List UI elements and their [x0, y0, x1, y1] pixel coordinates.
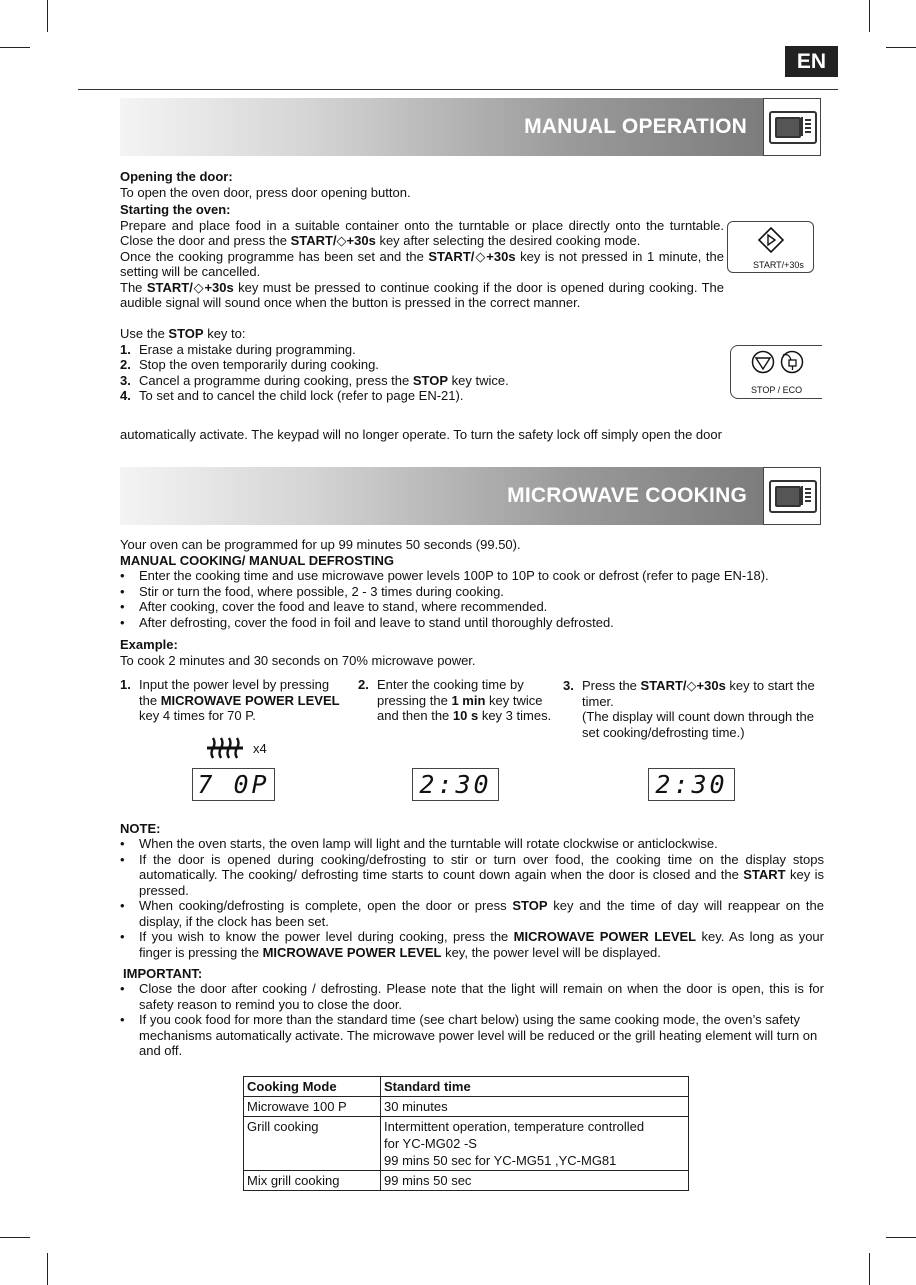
list-item: • Stir or turn the food, where possible, 2 - 3 times during cooking. — [120, 583, 504, 599]
start-paragraph-2: Once the cooking programme has been set and the START/◇+30s key is not pressed in 1 minute, the setting will be cancelled. — [120, 248, 724, 279]
table-header: Cooking Mode — [244, 1077, 381, 1097]
start-diamond-icon: ◇ — [474, 248, 487, 264]
crop-mark — [0, 47, 30, 48]
step-1: 1. Input the power level by pressing the MICROWAVE POWER LEVEL key 4 times for 70 P. — [120, 677, 340, 723]
section-title: MICROWAVE COOKING — [507, 484, 747, 508]
table-cell: Intermittent operation, temperature controlled for YC-MG02 -S 99 mins 50 sec for YC-MG51 ,YC-MG81 — [381, 1117, 689, 1171]
press-count: x4 — [253, 741, 267, 756]
start-key-label: START/+30s — [753, 260, 804, 270]
start-diamond-icon: ◇ — [192, 279, 205, 295]
stop-icon — [751, 350, 775, 374]
standard-time-table — [243, 1076, 689, 1191]
table-cell: 99 mins 50 sec — [381, 1171, 689, 1191]
section-title: MANUAL OPERATION — [524, 115, 747, 139]
display-power-level: 7 0P — [192, 768, 275, 801]
start-diamond-icon — [758, 227, 784, 253]
example-heading: Example: — [120, 637, 178, 652]
display-cooking-time: 2:30 — [412, 768, 499, 801]
crop-mark — [869, 1253, 870, 1285]
start-key-illustration — [727, 221, 814, 273]
section-banner-manual-operation — [120, 98, 763, 156]
eco-plug-icon — [779, 350, 805, 374]
cooking-bullets — [120, 568, 824, 630]
microwave-oven-icon — [763, 467, 821, 525]
note-heading: NOTE: — [120, 821, 161, 836]
note-bullets — [120, 836, 824, 960]
example-text: To cook 2 minutes and 30 seconds on 70% microwave power. — [120, 652, 476, 668]
list-item: • If you cook food for more than the standard time (see chart below) using the same cooking mode, the oven’s safety mechanisms automatically activate. The microwave power level will be reduced or the grill heating element will turn on and off. — [120, 1012, 818, 1058]
intro-text: Your oven can be programmed for up 99 minutes 50 seconds (99.50). — [120, 537, 521, 552]
important-heading: IMPORTANT: — [123, 966, 203, 981]
step-2: 2. Enter the cooking time by pressing the 1 min key twice and then the 10 s key 3 times. — [358, 677, 552, 723]
table-cell: Mix grill cooking — [244, 1171, 381, 1191]
start-paragraph-1: Prepare and place food in a suitable container onto the turntable or place directly onto the turntable. Close the door and press the START/◇+30s key after selecting the desired cooking mode. — [120, 217, 724, 248]
manual-cooking-heading: MANUAL COOKING/ MANUAL DEFROSTING — [120, 552, 394, 568]
list-item: • Close the door after cooking / defrosting. Please note that the light will remain on when the door is open, this is for safety reason to remind you to close the door. — [120, 981, 824, 1012]
list-item: • When cooking/defrosting is complete, open the door or press STOP key and the time of day will reappear on the display, if the clock has been set. — [120, 898, 824, 929]
opening-heading: Opening the door: — [120, 169, 233, 184]
microwave-power-level-icon — [205, 736, 245, 760]
starting-oven-block — [120, 202, 724, 311]
start-diamond-icon: ◇ — [336, 233, 347, 248]
crop-mark — [886, 47, 916, 48]
list-item: • When the oven starts, the oven lamp will light and the turntable will rotate clockwise or anticlockwise. — [120, 836, 718, 851]
safety-lock-line: automatically activate. The keypad will no longer operate. To turn the safety lock off simply open the door — [120, 427, 722, 442]
list-item: • After defrosting, cover the food in foil and leave to stand until thoroughly defrosted. — [120, 614, 614, 630]
table-cell: Grill cooking — [244, 1117, 381, 1171]
table-row — [244, 1171, 689, 1191]
section-banner-microwave-cooking — [120, 467, 763, 525]
start-diamond-icon: ◇ — [686, 678, 697, 693]
important-bullets — [120, 981, 824, 1059]
starting-heading: Starting the oven: — [120, 202, 231, 217]
example-block — [120, 637, 820, 668]
crop-mark — [47, 0, 48, 32]
table-header-row — [244, 1077, 689, 1097]
table-cell: Microwave 100 P — [244, 1097, 381, 1117]
list-item: • If you wish to know the power level during cooking, press the MICROWAVE POWER LEVEL key. As long as your finger is pressing the MICROWAVE POWER LEVEL key, the power level will be displayed. — [120, 929, 824, 960]
cooking-intro — [120, 537, 820, 568]
crop-mark — [47, 1253, 48, 1285]
stop-intro: Use the STOP key to: — [120, 326, 246, 341]
stop-key-list — [120, 326, 720, 404]
list-item: • If the door is opened during cooking/defrosting to stir or turn over food, the cooking time on the display stops automatically. The cooking/ defrosting time starts to count down again when the door is closed and the START key is pressed. — [120, 851, 824, 898]
opening-door-block — [120, 169, 820, 200]
display-timer: 2:30 — [648, 768, 735, 801]
list-item: • After cooking, cover the food and leave to stand, where recommended. — [120, 599, 548, 614]
list-item: • Enter the cooking time and use microwave power levels 100P to 10P to cook or defrost (refer to page EN-18). — [120, 568, 769, 583]
list-item: 2. Stop the oven temporarily during cooking. — [120, 357, 379, 372]
header-rule — [78, 89, 838, 90]
table-row — [244, 1097, 689, 1117]
start-paragraph-3: The START/◇+30s key must be pressed to continue cooking if the door is opened during cooking. The audible signal will sound once when the button is pressed in the correct manner. — [120, 279, 725, 310]
table-header: Standard time — [381, 1077, 689, 1097]
table-row — [244, 1117, 689, 1171]
crop-mark — [869, 0, 870, 32]
list-item: 1. Erase a mistake during programming. — [120, 341, 356, 357]
stop-eco-key-illustration — [730, 345, 822, 399]
list-item: 4. To set and to cancel the child lock (refer to page EN-21). — [120, 388, 464, 403]
crop-mark — [886, 1237, 916, 1238]
step-3: 3. Press the START/◇+30s key to start the timer. (The display will count down through the set cooking/defrosting time.) — [563, 678, 815, 740]
crop-mark — [0, 1237, 30, 1238]
microwave-oven-icon — [763, 98, 821, 156]
opening-text: To open the oven door, press door opening button. — [120, 184, 411, 200]
stop-key-label: STOP / ECO — [751, 385, 803, 395]
table-cell: 30 minutes — [381, 1097, 689, 1117]
list-item: 3. Cancel a programme during cooking, press the STOP key twice. — [120, 372, 509, 388]
language-badge: EN — [785, 46, 838, 77]
